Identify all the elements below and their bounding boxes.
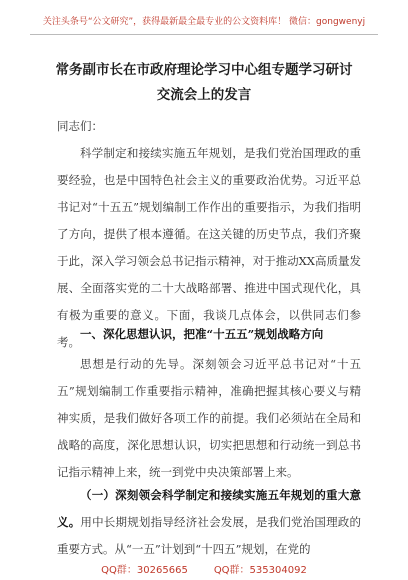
subsection-heading: （一）深刻领会科学制定和接续实施五年规划的重大意义。 (57, 488, 361, 529)
document-title: 常务副市长在市政府理论学习中心组专题学习研讨交流会上的发言 (55, 62, 353, 103)
section-heading-1: 一、深化思想认识，把准“十五五”规划战略方向 (80, 327, 324, 341)
paragraph-subsection-1 (57, 482, 361, 563)
paragraph-section-1: 思想是行动的先导。深刻领会习近平总书记对“十五五”规划编制工作重要指示精神，准确把握其核心要义与精神实质，是我们做好各项工作的前提。我们必须站在全局和战略的高度，深化思想认识，切实把思想和行动统一到总书记指示精神上来，统一到党中央决策部署上来。 (57, 357, 361, 479)
header-promo-note: 关注头条号“公文研究”，获得最新最全最专业的公文资料库！ 微信：gongwenyj (42, 17, 366, 27)
footer-contact (0, 561, 408, 576)
paragraph-intro: 科学制定和接续实施五年规划，是我们党治国理政的重要经验，也是中国特色社会主义的重要政治优势。习近平总书记对“十五五”规划编制工作作出的重要指示，为我们指明了方向，提供了根本遵循。在这关键的历史节点，我们齐聚于此，深入学习领会总书记指示精神，对于推动XX高质量发展、全面落实党的二十大战略部署、推进中国式现代化，具有极为重要的意义。下面，我谈几点体会，以供同志们参考。 (57, 146, 361, 349)
salutation: 同志们： (57, 119, 103, 133)
subsection-text: 用中长期规划指导经济社会发展，是我们党治国理政的重要方式。从“一五”计划到“十四五”规划，在党的 (57, 515, 362, 556)
footer-qq-group-1: QQ群：30265665 (101, 565, 188, 576)
footer-qq-group-2: QQ群：535304092 (213, 565, 307, 576)
header-divider (30, 34, 378, 35)
